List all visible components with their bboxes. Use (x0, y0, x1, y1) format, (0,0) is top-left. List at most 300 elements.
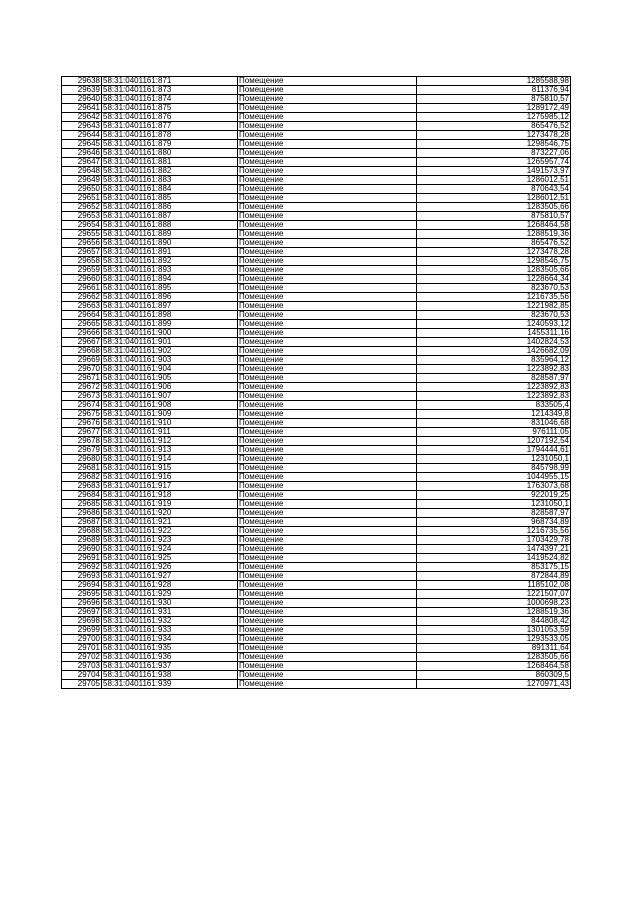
table-row (62, 500, 571, 509)
table-row (62, 104, 571, 113)
cadastral-number-cell: 58:31:0401161:900 (102, 329, 238, 338)
cadastral-value-cell: 1273478,28 (417, 131, 571, 140)
object-type-cell: Помещение (238, 500, 417, 509)
cadastral-number-cell: 58:31:0401161:920 (102, 509, 238, 518)
cadastral-value-cell: 1301053,59 (417, 626, 571, 635)
cadastral-number-cell: 58:31:0401161:902 (102, 347, 238, 356)
row-number-cell: 29686 (62, 509, 102, 518)
table-row (62, 518, 571, 527)
cadastral-number-cell: 58:31:0401161:927 (102, 572, 238, 581)
object-type-cell: Помещение (238, 437, 417, 446)
row-number-cell: 29654 (62, 221, 102, 230)
table-row (62, 131, 571, 140)
table-row (62, 617, 571, 626)
cadastral-value-cell: 976111,05 (417, 428, 571, 437)
cadastral-number-cell: 58:31:0401161:893 (102, 266, 238, 275)
cadastral-number-cell: 58:31:0401161:896 (102, 293, 238, 302)
object-type-cell: Помещение (238, 563, 417, 572)
cadastral-number-cell: 58:31:0401161:903 (102, 356, 238, 365)
table-row (62, 635, 571, 644)
cadastral-number-cell: 58:31:0401161:922 (102, 527, 238, 536)
cadastral-number-cell: 58:31:0401161:905 (102, 374, 238, 383)
table-row (62, 572, 571, 581)
cadastral-value-cell: 1207192,54 (417, 437, 571, 446)
cadastral-number-cell: 58:31:0401161:913 (102, 446, 238, 455)
row-number-cell: 29652 (62, 203, 102, 212)
cadastral-number-cell: 58:31:0401161:886 (102, 203, 238, 212)
row-number-cell: 29703 (62, 662, 102, 671)
row-number-cell: 29675 (62, 410, 102, 419)
table-row (62, 176, 571, 185)
table-row (62, 95, 571, 104)
table-row (62, 374, 571, 383)
row-number-cell: 29666 (62, 329, 102, 338)
cadastral-number-cell: 58:31:0401161:911 (102, 428, 238, 437)
row-number-cell: 29639 (62, 86, 102, 95)
object-type-cell: Помещение (238, 113, 417, 122)
row-number-cell: 29667 (62, 338, 102, 347)
table-row (62, 230, 571, 239)
cadastral-number-cell: 58:31:0401161:936 (102, 653, 238, 662)
cadastral-value-cell: 1402824,53 (417, 338, 571, 347)
cadastral-number-cell: 58:31:0401161:887 (102, 212, 238, 221)
table-row (62, 590, 571, 599)
row-number-cell: 29665 (62, 320, 102, 329)
cadastral-value-cell: 823670,53 (417, 284, 571, 293)
cadastral-number-cell: 58:31:0401161:923 (102, 536, 238, 545)
cadastral-value-cell: 875810,57 (417, 95, 571, 104)
table-row (62, 329, 571, 338)
object-type-cell: Помещение (238, 167, 417, 176)
row-number-cell: 29649 (62, 176, 102, 185)
cadastral-value-cell: 1223892,83 (417, 392, 571, 401)
table-row (62, 149, 571, 158)
table-row (62, 653, 571, 662)
cadastral-value-cell: 1286012,51 (417, 176, 571, 185)
cadastral-number-cell: 58:31:0401161:891 (102, 248, 238, 257)
table-row (62, 671, 571, 680)
object-type-cell: Помещение (238, 77, 417, 86)
cadastral-value-cell: 811376,94 (417, 86, 571, 95)
cadastral-value-cell: 1426682,09 (417, 347, 571, 356)
cadastral-value-cell: 1221507,07 (417, 590, 571, 599)
row-number-cell: 29676 (62, 419, 102, 428)
cadastral-number-cell: 58:31:0401161:897 (102, 302, 238, 311)
table-row (62, 77, 571, 86)
row-number-cell: 29699 (62, 626, 102, 635)
cadastral-value-cell: 1455311,16 (417, 329, 571, 338)
table-row (62, 365, 571, 374)
row-number-cell: 29641 (62, 104, 102, 113)
cadastral-number-cell: 58:31:0401161:925 (102, 554, 238, 563)
cadastral-value-cell: 870643,54 (417, 185, 571, 194)
table-row (62, 626, 571, 635)
object-type-cell: Помещение (238, 293, 417, 302)
cadastral-value-cell: 1763073,68 (417, 482, 571, 491)
object-type-cell: Помещение (238, 401, 417, 410)
row-number-cell: 29664 (62, 311, 102, 320)
object-type-cell: Помещение (238, 536, 417, 545)
table-row (62, 410, 571, 419)
cadastral-number-cell: 58:31:0401161:883 (102, 176, 238, 185)
row-number-cell: 29655 (62, 230, 102, 239)
cadastral-number-cell: 58:31:0401161:908 (102, 401, 238, 410)
object-type-cell: Помещение (238, 392, 417, 401)
cadastral-number-cell: 58:31:0401161:894 (102, 275, 238, 284)
object-type-cell: Помещение (238, 626, 417, 635)
cadastral-value-cell: 1283505,66 (417, 653, 571, 662)
object-type-cell: Помещение (238, 176, 417, 185)
cadastral-value-cell: 891311,64 (417, 644, 571, 653)
cadastral-number-cell: 58:31:0401161:892 (102, 257, 238, 266)
object-type-cell: Помещение (238, 383, 417, 392)
cadastral-number-cell: 58:31:0401161:935 (102, 644, 238, 653)
cadastral-value-cell: 833505,4 (417, 401, 571, 410)
object-type-cell: Помещение (238, 122, 417, 131)
table-row (62, 293, 571, 302)
row-number-cell: 29638 (62, 77, 102, 86)
table-row (62, 680, 571, 689)
cadastral-number-cell: 58:31:0401161:921 (102, 518, 238, 527)
table-row (62, 284, 571, 293)
cadastral-value-cell: 1231050,1 (417, 455, 571, 464)
table-row (62, 554, 571, 563)
row-number-cell: 29660 (62, 275, 102, 284)
object-type-cell: Помещение (238, 185, 417, 194)
table-row (62, 482, 571, 491)
object-type-cell: Помещение (238, 95, 417, 104)
table-row (62, 239, 571, 248)
cadastral-number-cell: 58:31:0401161:889 (102, 230, 238, 239)
object-type-cell: Помещение (238, 662, 417, 671)
cadastral-value-cell: 865476,52 (417, 239, 571, 248)
table-row (62, 527, 571, 536)
object-type-cell: Помещение (238, 635, 417, 644)
row-number-cell: 29688 (62, 527, 102, 536)
row-number-cell: 29705 (62, 680, 102, 689)
object-type-cell: Помещение (238, 140, 417, 149)
table-row (62, 401, 571, 410)
object-type-cell: Помещение (238, 608, 417, 617)
row-number-cell: 29700 (62, 635, 102, 644)
object-type-cell: Помещение (238, 473, 417, 482)
row-number-cell: 29685 (62, 500, 102, 509)
table-row (62, 419, 571, 428)
table-row (62, 563, 571, 572)
object-type-cell: Помещение (238, 653, 417, 662)
cadastral-value-cell: 1288519,36 (417, 230, 571, 239)
table-row (62, 275, 571, 284)
row-number-cell: 29674 (62, 401, 102, 410)
cadastral-value-cell: 1703429,78 (417, 536, 571, 545)
table-row (62, 392, 571, 401)
cadastral-value-cell: 1044955,15 (417, 473, 571, 482)
row-number-cell: 29694 (62, 581, 102, 590)
cadastral-value-cell: 865476,52 (417, 122, 571, 131)
object-type-cell: Помещение (238, 455, 417, 464)
table-row (62, 113, 571, 122)
cadastral-number-cell: 58:31:0401161:928 (102, 581, 238, 590)
object-type-cell: Помещение (238, 347, 417, 356)
row-number-cell: 29692 (62, 563, 102, 572)
object-type-cell: Помещение (238, 509, 417, 518)
row-number-cell: 29669 (62, 356, 102, 365)
cadastral-number-cell: 58:31:0401161:906 (102, 383, 238, 392)
row-number-cell: 29697 (62, 608, 102, 617)
cadastral-number-cell: 58:31:0401161:877 (102, 122, 238, 131)
cadastral-value-cell: 1794444,61 (417, 446, 571, 455)
object-type-cell: Помещение (238, 266, 417, 275)
row-number-cell: 29677 (62, 428, 102, 437)
row-number-cell: 29679 (62, 446, 102, 455)
row-number-cell: 29643 (62, 122, 102, 131)
row-number-cell: 29661 (62, 284, 102, 293)
cadastral-number-cell: 58:31:0401161:884 (102, 185, 238, 194)
row-number-cell: 29698 (62, 617, 102, 626)
row-number-cell: 29673 (62, 392, 102, 401)
cadastral-value-cell: 1293533,05 (417, 635, 571, 644)
cadastral-number-cell: 58:31:0401161:932 (102, 617, 238, 626)
object-type-cell: Помещение (238, 311, 417, 320)
row-number-cell: 29651 (62, 194, 102, 203)
cadastral-number-cell: 58:31:0401161:878 (102, 131, 238, 140)
table-row (62, 428, 571, 437)
object-type-cell: Помещение (238, 599, 417, 608)
cadastral-value-cell: 1223892,83 (417, 383, 571, 392)
object-type-cell: Помещение (238, 356, 417, 365)
cadastral-number-cell: 58:31:0401161:909 (102, 410, 238, 419)
cadastral-number-cell: 58:31:0401161:890 (102, 239, 238, 248)
table-row (62, 158, 571, 167)
row-number-cell: 29662 (62, 293, 102, 302)
cadastral-number-cell: 58:31:0401161:926 (102, 563, 238, 572)
cadastral-value-cell: 968734,89 (417, 518, 571, 527)
object-type-cell: Помещение (238, 518, 417, 527)
cadastral-value-cell: 922019,25 (417, 491, 571, 500)
cadastral-number-cell: 58:31:0401161:912 (102, 437, 238, 446)
cadastral-value-cell: 1283505,66 (417, 203, 571, 212)
cadastral-number-cell: 58:31:0401161:898 (102, 311, 238, 320)
cadastral-value-cell: 1221982,85 (417, 302, 571, 311)
cadastral-value-cell: 831046,68 (417, 419, 571, 428)
cadastral-value-cell: 1216735,56 (417, 293, 571, 302)
object-type-cell: Помещение (238, 410, 417, 419)
cadastral-number-cell: 58:31:0401161:938 (102, 671, 238, 680)
row-number-cell: 29696 (62, 599, 102, 608)
cadastral-value-cell: 1273478,28 (417, 248, 571, 257)
object-type-cell: Помещение (238, 527, 417, 536)
object-type-cell: Помещение (238, 194, 417, 203)
cadastral-value-cell: 844808,42 (417, 617, 571, 626)
object-type-cell: Помещение (238, 329, 417, 338)
cadastral-number-cell: 58:31:0401161:930 (102, 599, 238, 608)
row-number-cell: 29645 (62, 140, 102, 149)
cadastral-value-cell: 1000698,23 (417, 599, 571, 608)
cadastral-number-cell: 58:31:0401161:879 (102, 140, 238, 149)
cadastral-number-cell: 58:31:0401161:933 (102, 626, 238, 635)
object-type-cell: Помещение (238, 428, 417, 437)
cadastral-number-cell: 58:31:0401161:919 (102, 500, 238, 509)
cadastral-value-cell: 1265957,74 (417, 158, 571, 167)
row-number-cell: 29702 (62, 653, 102, 662)
cadastral-value-cell: 1268464,58 (417, 221, 571, 230)
table-row (62, 383, 571, 392)
cadastral-number-cell: 58:31:0401161:934 (102, 635, 238, 644)
table-row (62, 455, 571, 464)
object-type-cell: Помещение (238, 374, 417, 383)
cadastral-number-cell: 58:31:0401161:871 (102, 77, 238, 86)
table-row (62, 203, 571, 212)
row-number-cell: 29704 (62, 671, 102, 680)
table-row (62, 473, 571, 482)
row-number-cell: 29682 (62, 473, 102, 482)
table-row (62, 212, 571, 221)
table-row (62, 545, 571, 554)
cadastral-value-cell: 1288519,36 (417, 608, 571, 617)
cadastral-number-cell: 58:31:0401161:895 (102, 284, 238, 293)
row-number-cell: 29663 (62, 302, 102, 311)
row-number-cell: 29680 (62, 455, 102, 464)
row-number-cell: 29671 (62, 374, 102, 383)
cadastral-number-cell: 58:31:0401161:924 (102, 545, 238, 554)
cadastral-value-cell: 1270971,43 (417, 680, 571, 689)
cadastral-value-cell: 1228664,34 (417, 275, 571, 284)
row-number-cell: 29648 (62, 167, 102, 176)
cadastral-value-cell: 828587,97 (417, 374, 571, 383)
table-row (62, 509, 571, 518)
object-type-cell: Помещение (238, 554, 417, 563)
row-number-cell: 29657 (62, 248, 102, 257)
row-number-cell: 29681 (62, 464, 102, 473)
cadastral-number-cell: 58:31:0401161:910 (102, 419, 238, 428)
cadastral-number-cell: 58:31:0401161:915 (102, 464, 238, 473)
cadastral-number-cell: 58:31:0401161:937 (102, 662, 238, 671)
object-type-cell: Помещение (238, 365, 417, 374)
cadastral-number-cell: 58:31:0401161:880 (102, 149, 238, 158)
object-type-cell: Помещение (238, 104, 417, 113)
object-type-cell: Помещение (238, 545, 417, 554)
row-number-cell: 29687 (62, 518, 102, 527)
cadastral-value-cell: 1285588,98 (417, 77, 571, 86)
cadastral-value-cell: 853175,15 (417, 563, 571, 572)
object-type-cell: Помещение (238, 158, 417, 167)
object-type-cell: Помещение (238, 491, 417, 500)
row-number-cell: 29668 (62, 347, 102, 356)
cadastral-number-cell: 58:31:0401161:917 (102, 482, 238, 491)
cadastral-number-cell: 58:31:0401161:907 (102, 392, 238, 401)
cadastral-number-cell: 58:31:0401161:899 (102, 320, 238, 329)
row-number-cell: 29691 (62, 554, 102, 563)
table-row (62, 491, 571, 500)
object-type-cell: Помещение (238, 320, 417, 329)
cadastral-table (61, 76, 571, 689)
cadastral-value-cell: 1283505,66 (417, 266, 571, 275)
object-type-cell: Помещение (238, 239, 417, 248)
object-type-cell: Помещение (238, 230, 417, 239)
row-number-cell: 29670 (62, 365, 102, 374)
row-number-cell: 29695 (62, 590, 102, 599)
table-row (62, 86, 571, 95)
cadastral-number-cell: 58:31:0401161:876 (102, 113, 238, 122)
table-row (62, 464, 571, 473)
row-number-cell: 29647 (62, 158, 102, 167)
cadastral-number-cell: 58:31:0401161:929 (102, 590, 238, 599)
object-type-cell: Помещение (238, 590, 417, 599)
row-number-cell: 29644 (62, 131, 102, 140)
cadastral-value-cell: 1231050,1 (417, 500, 571, 509)
object-type-cell: Помещение (238, 131, 417, 140)
cadastral-value-cell: 1286012,51 (417, 194, 571, 203)
row-number-cell: 29656 (62, 239, 102, 248)
row-number-cell: 29640 (62, 95, 102, 104)
table-row (62, 311, 571, 320)
object-type-cell: Помещение (238, 617, 417, 626)
object-type-cell: Помещение (238, 482, 417, 491)
cadastral-value-cell: 1216735,56 (417, 527, 571, 536)
cadastral-number-cell: 58:31:0401161:901 (102, 338, 238, 347)
cadastral-value-cell: 875810,57 (417, 212, 571, 221)
cadastral-number-cell: 58:31:0401161:904 (102, 365, 238, 374)
row-number-cell: 29672 (62, 383, 102, 392)
row-number-cell: 29659 (62, 266, 102, 275)
table-row (62, 248, 571, 257)
cadastral-value-cell: 873227,06 (417, 149, 571, 158)
object-type-cell: Помещение (238, 302, 417, 311)
cadastral-number-cell: 58:31:0401161:873 (102, 86, 238, 95)
cadastral-value-cell: 1185102,08 (417, 581, 571, 590)
object-type-cell: Помещение (238, 284, 417, 293)
object-type-cell: Помещение (238, 419, 417, 428)
table-row (62, 644, 571, 653)
cadastral-value-cell: 1214349,8 (417, 410, 571, 419)
table-row (62, 302, 571, 311)
table-row (62, 356, 571, 365)
row-number-cell: 29690 (62, 545, 102, 554)
row-number-cell: 29650 (62, 185, 102, 194)
cadastral-number-cell: 58:31:0401161:875 (102, 104, 238, 113)
table-row (62, 266, 571, 275)
cadastral-number-cell: 58:31:0401161:881 (102, 158, 238, 167)
cadastral-number-cell: 58:31:0401161:931 (102, 608, 238, 617)
cadastral-value-cell: 860309,5 (417, 671, 571, 680)
table-row (62, 122, 571, 131)
cadastral-value-cell: 1223892,83 (417, 365, 571, 374)
object-type-cell: Помещение (238, 644, 417, 653)
cadastral-number-cell: 58:31:0401161:874 (102, 95, 238, 104)
table-row (62, 221, 571, 230)
object-type-cell: Помещение (238, 221, 417, 230)
object-type-cell: Помещение (238, 203, 417, 212)
object-type-cell: Помещение (238, 248, 417, 257)
cadastral-value-cell: 1268464,58 (417, 662, 571, 671)
cadastral-value-cell: 872844,89 (417, 572, 571, 581)
cadastral-value-cell: 1289172,49 (417, 104, 571, 113)
table-row (62, 437, 571, 446)
cadastral-value-cell: 1298546,75 (417, 140, 571, 149)
table-row (62, 257, 571, 266)
row-number-cell: 29689 (62, 536, 102, 545)
cadastral-value-cell: 845798,99 (417, 464, 571, 473)
cadastral-value-cell: 1275985,12 (417, 113, 571, 122)
table-row (62, 320, 571, 329)
object-type-cell: Помещение (238, 572, 417, 581)
row-number-cell: 29678 (62, 437, 102, 446)
object-type-cell: Помещение (238, 446, 417, 455)
cadastral-value-cell: 823670,53 (417, 311, 571, 320)
table-row (62, 167, 571, 176)
object-type-cell: Помещение (238, 257, 417, 266)
table-row (62, 608, 571, 617)
